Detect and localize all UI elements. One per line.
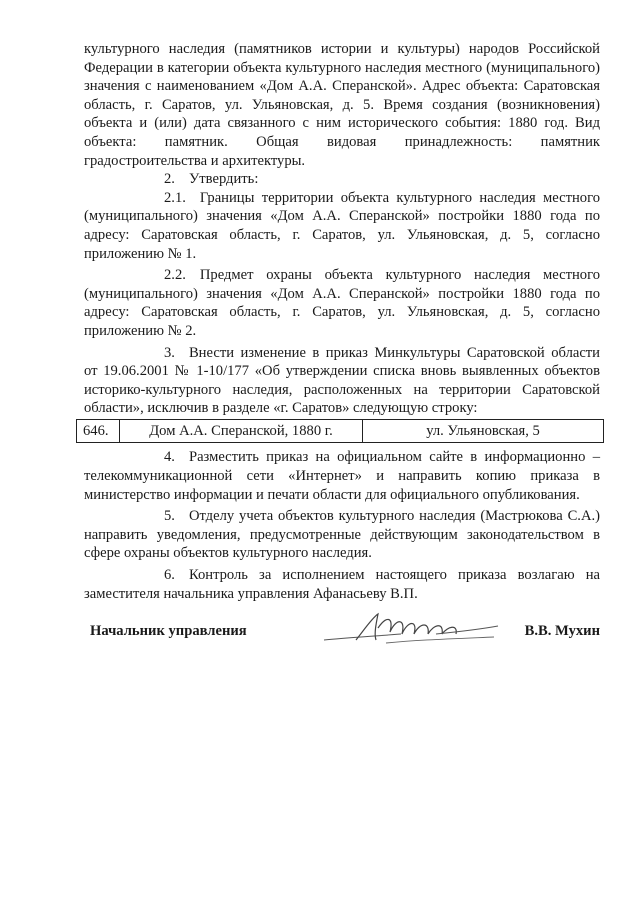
- item-5: [84, 507, 600, 563]
- object-name-cell: Дом А.А. Сперанской, 1880 г.: [120, 419, 363, 443]
- signatory-title: Начальник управления: [90, 623, 247, 639]
- item-text: Разместить приказ на официальном сайте в информационно – телекоммуникационной сети «Интернет» и направить копию приказа в министерство информации и печати области для официального опубликования.: [84, 449, 600, 503]
- item-6: [84, 566, 600, 603]
- item-number: 2.1.: [164, 189, 186, 206]
- handwritten-signature: [316, 610, 506, 650]
- excluded-row-table: [76, 419, 604, 444]
- item-text: Контроль за исполнением настоящего приказа возлагаю на заместителя начальника управления Афанасьеву В.П.: [84, 567, 600, 602]
- item-2: [84, 170, 600, 189]
- table-row: [77, 419, 604, 443]
- item-4: [84, 448, 600, 504]
- row-number-cell: 646.: [77, 419, 120, 443]
- item-text: Утвердить:: [188, 171, 259, 188]
- document-body: [84, 40, 600, 603]
- item-number: 2.2.: [164, 267, 186, 284]
- item-text: Границы территории объекта культурного наследия местного (муниципального) значения «Дом А.А. Сперанской» постройки 1880 года по адресу: Саратовская область, г. Саратов, ул. Ульяновская, д. 5, согласно приложению № 1.: [84, 189, 600, 262]
- item-text: Предмет охраны объекта культурного наследия местного (муниципального) значения «Дом А.А. Сперанской» постройки 1880 года по адресу: Саратовская область, г. Саратов, ул. Ульяновская, д. 5, согласно приложению № 2.: [84, 267, 600, 339]
- object-address-cell: ул. Ульяновская, 5: [363, 419, 604, 443]
- item-text: Отделу учета объектов культурного наследия (Мастрюкова С.А.) направить уведомления, предусмотренные действующим законодательством в сфере охраны объектов культурного наследия.: [84, 508, 600, 562]
- item-number: 2.: [164, 171, 175, 188]
- intro-paragraph: культурного наследия (памятников истории и культуры) народов Российской Федерации в категории объекта культурного наследия местного (муниципального) значения с наименованием «Дом А.А. Сперанской». Адрес объекта: Саратовская область, г. Саратов, ул. Ульяновская, д. 5. Время создания (возникновения) объекта и (или) дата связанного с ним исторического события: 1880 год. Вид объекта: памятник. Общая видовая принадлежность: памятник градостроительства и архитектуры.: [84, 41, 600, 169]
- item-2-1: [84, 189, 600, 263]
- item-3: [84, 344, 600, 418]
- signature-block: [84, 618, 600, 648]
- item-2-2: [84, 266, 600, 340]
- item-number: 3.: [164, 344, 175, 361]
- signatory-name: В.В. Мухин: [524, 623, 600, 639]
- item-number: 4.: [164, 449, 175, 466]
- item-text: Внести изменение в приказ Минкультуры Саратовской области от 19.06.2001 № 1-10/177 «Об утверждении списка вновь выявленных объектов историко-культурного наследия, расположенных на территории Саратовской области», исключив в разделе «г. Саратов» следующую строку:: [84, 344, 600, 417]
- item-number: 5.: [164, 508, 175, 525]
- item-number: 6.: [164, 567, 175, 584]
